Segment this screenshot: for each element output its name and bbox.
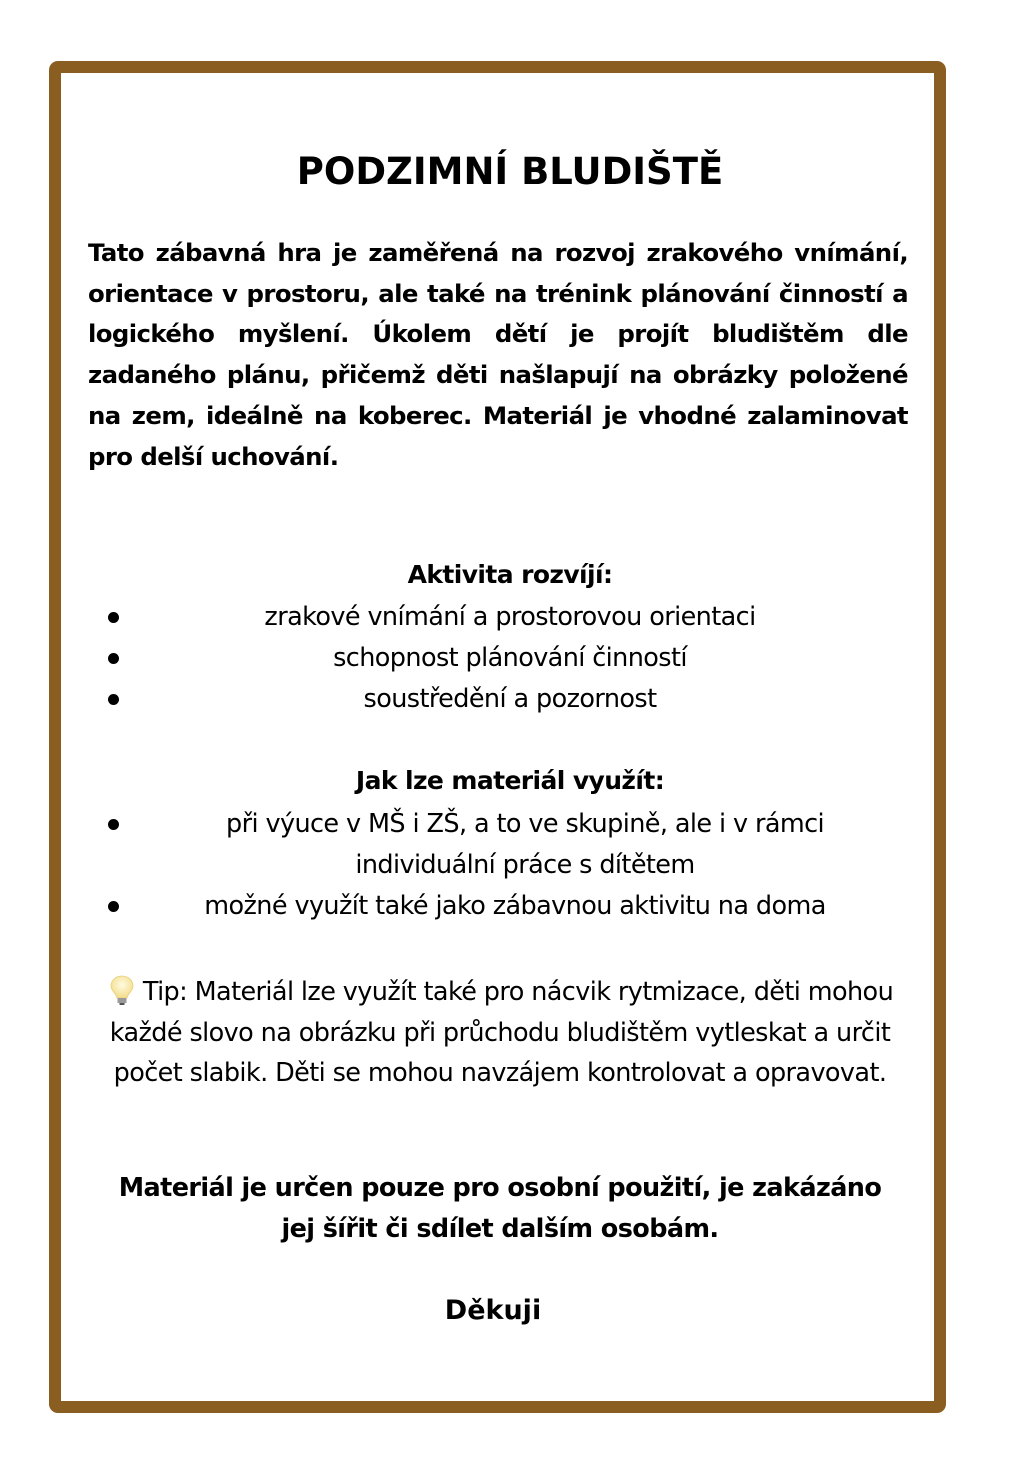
thanks-text: Děkuji bbox=[444, 1295, 542, 1326]
tip-text: Tip: Materiál lze využít také pro nácvik rytmizace, děti mohou každé slovo na obrázku při průchodu bludištěm vytleskat a určit počet slabik. Děti se mohou navzájem kontrolovat a opravovat. bbox=[109, 977, 894, 1088]
usage-heading: Jak lze materiál využít: bbox=[355, 766, 665, 795]
bullet-icon bbox=[108, 901, 119, 912]
intro-paragraph: Tato zábavná hra je zaměřená na rozvoj zrakového vnímání, orientace v prostoru, ale také na trénink plánování činností a logického myšlení. Úkolem dětí je projít bludištěm dle zadaného plánu, přičemž děti našlapují na obrázky položené na zem, ideálně na koberec. Materiál je vhodné zalaminovat pro delší uchování. bbox=[88, 238, 908, 471]
list-item: schopnost plánování činností bbox=[100, 638, 920, 679]
list-item: soustředění a pozornost bbox=[100, 679, 920, 720]
list-item: možné využít také jako zábavnou aktivitu na doma bbox=[100, 886, 920, 927]
page-title: PODZIMNÍ BLUDIŠTĚ bbox=[296, 150, 724, 193]
develops-list bbox=[100, 597, 920, 720]
tip-paragraph bbox=[95, 972, 905, 1094]
usage-notice: Materiál je určen pouze pro osobní použití, je zakázáno jej šířit či sdílet dalším osobám. bbox=[118, 1173, 882, 1244]
bullet-icon bbox=[108, 819, 119, 830]
bullet-icon bbox=[108, 653, 119, 664]
lightbulb-icon bbox=[107, 974, 137, 1006]
list-item: při výuce v MŠ i ZŠ, a to ve skupině, ale i v rámci individuální práce s dítětem bbox=[100, 804, 920, 886]
develops-heading: Aktivita rozvíjí: bbox=[407, 560, 613, 589]
list-item: zrakové vnímání a prostorovou orientaci bbox=[100, 597, 920, 638]
bullet-icon bbox=[108, 694, 119, 705]
bullet-icon bbox=[108, 612, 119, 623]
usage-list bbox=[100, 804, 920, 927]
